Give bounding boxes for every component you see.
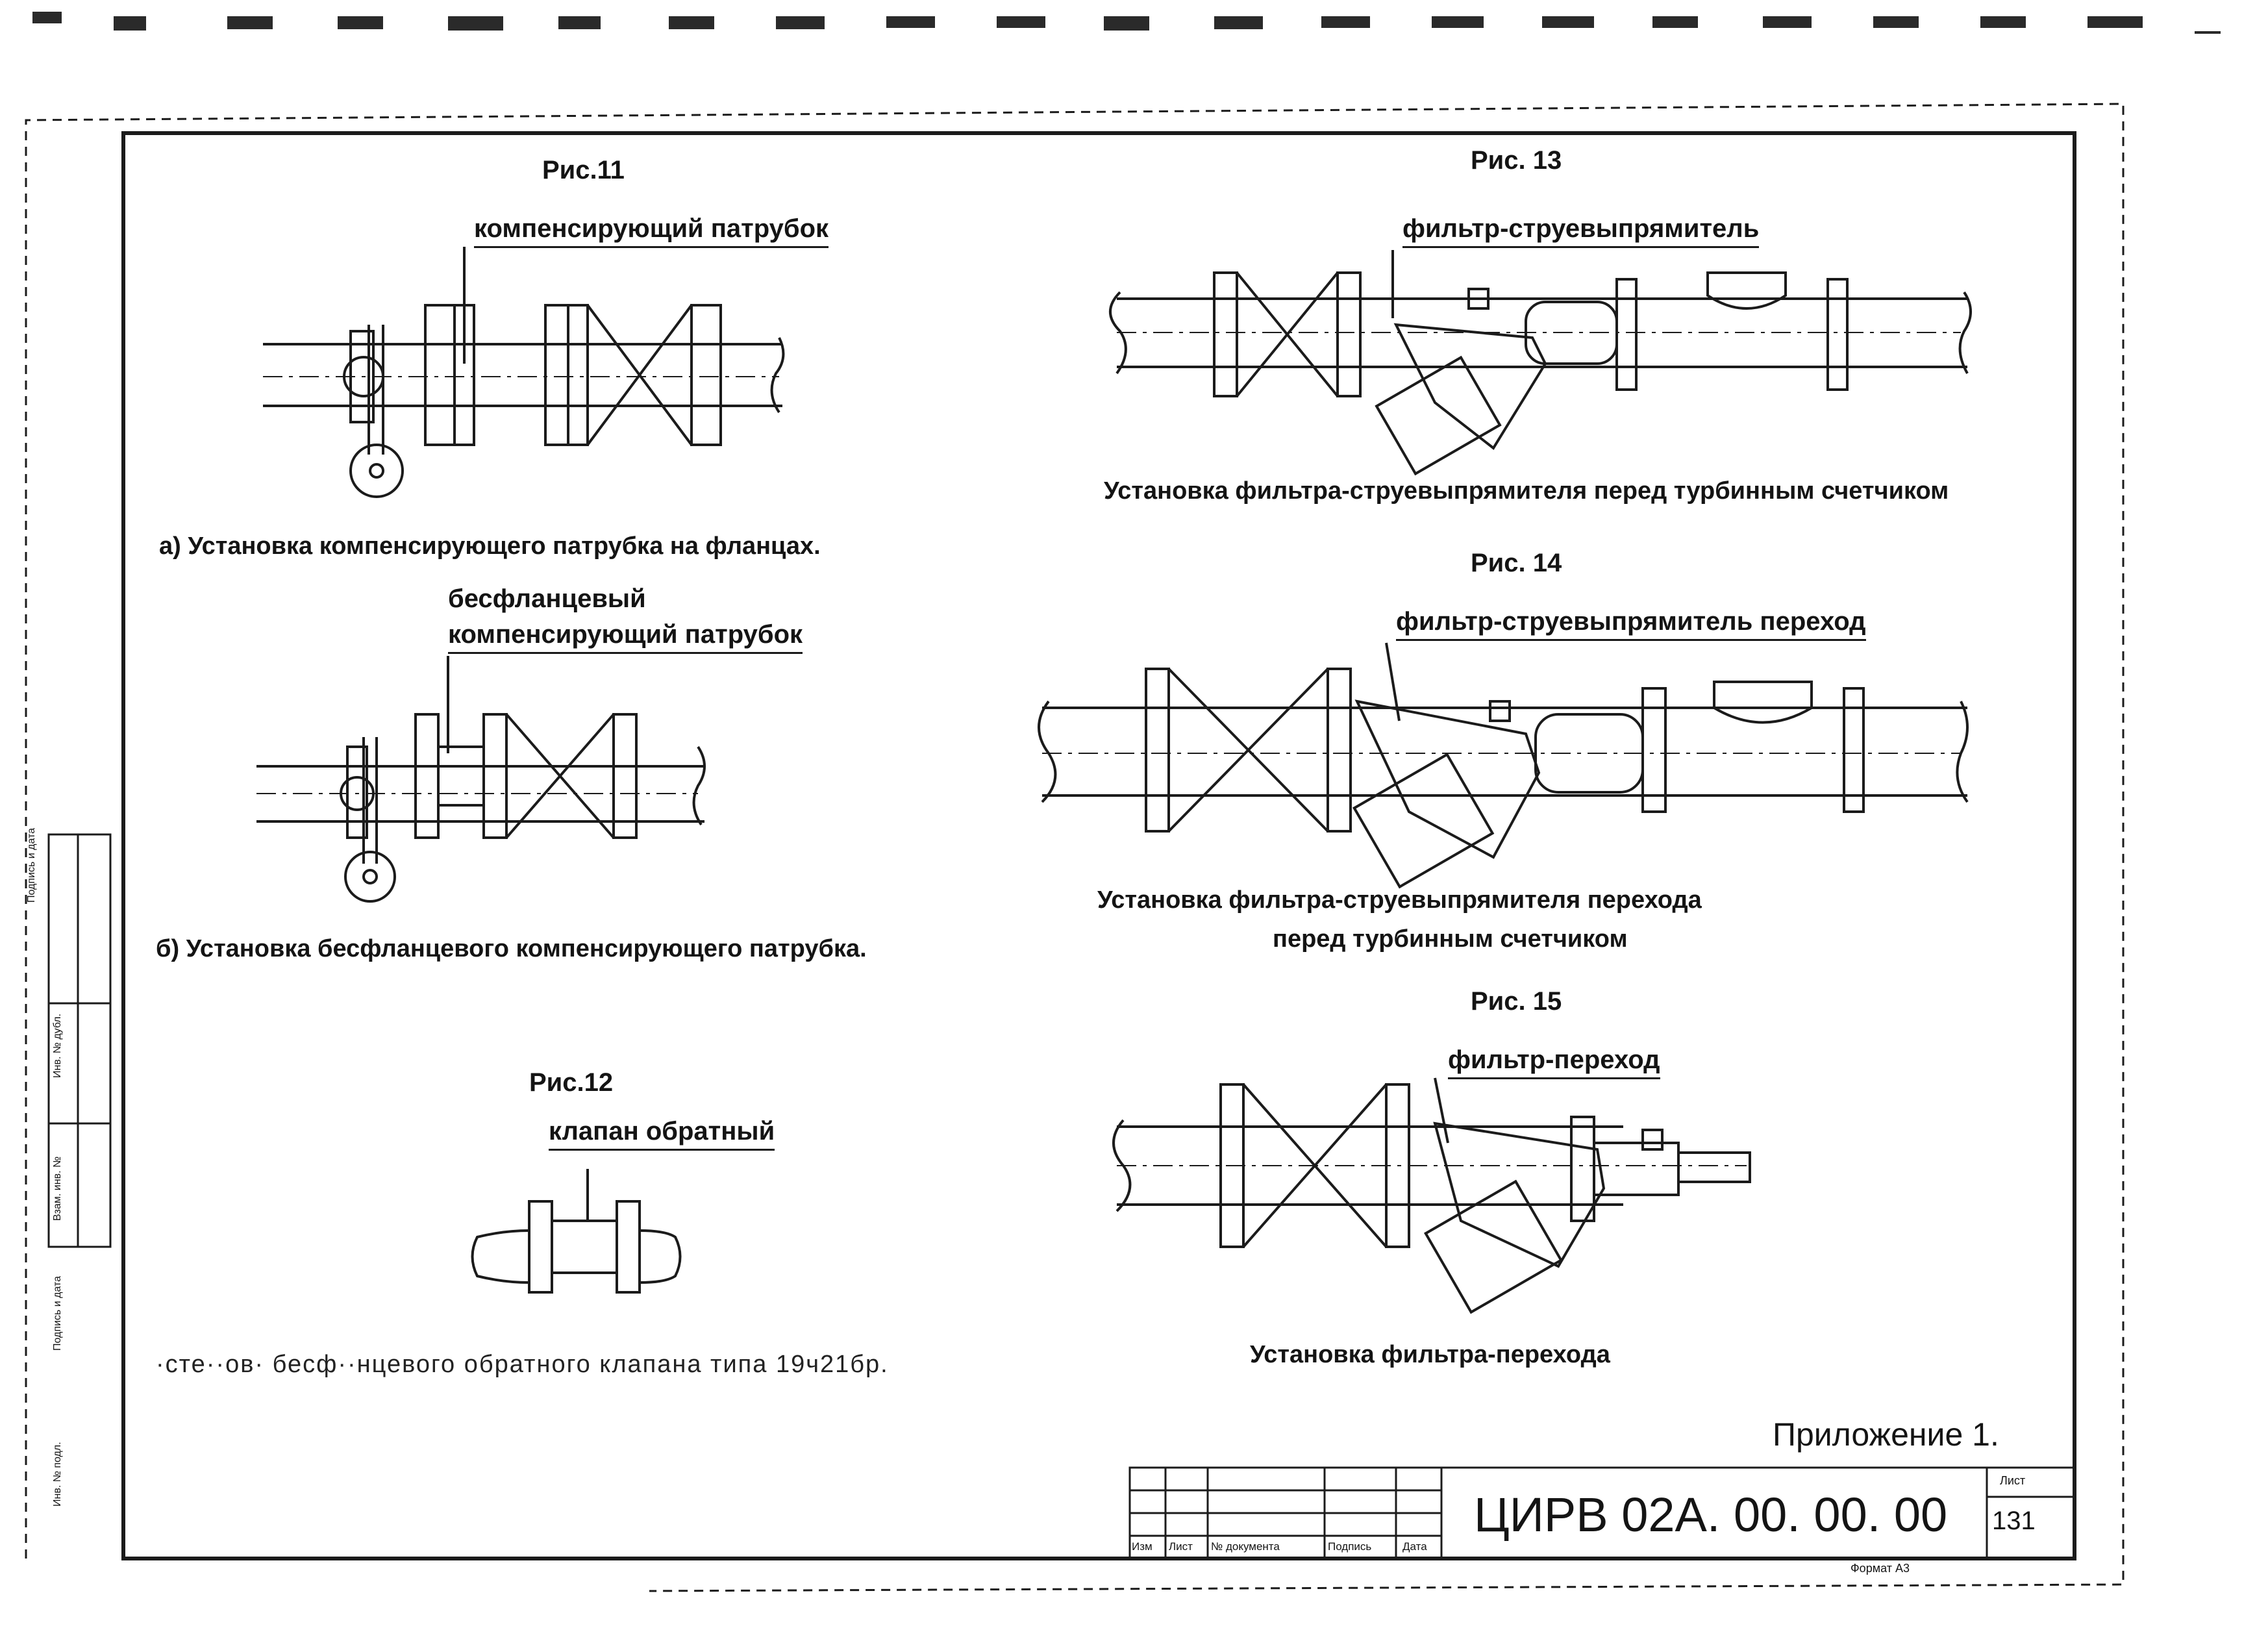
sheet-number: 131 <box>1992 1507 2036 1535</box>
fig14-title: Рис. 14 <box>1471 549 1562 577</box>
fig11b-drawing <box>256 656 704 901</box>
fig13-callout: фильтр-струевыпрямитель <box>1402 214 1759 248</box>
fig15-title: Рис. 15 <box>1471 987 1562 1016</box>
fig14-caption-line1: Установка фильтра-струевыпрямителя перехода <box>1097 886 1702 914</box>
sheet-label: Лист <box>2000 1474 2026 1487</box>
fig15-caption: Установка фильтра-перехода <box>1250 1341 1610 1368</box>
document-code: ЦИРВ 02А. 00. 00. 00 <box>1474 1488 1948 1542</box>
fig12-callout: клапан обратный <box>549 1117 775 1151</box>
side-stamp-label-3: Взам. инв. № <box>52 1156 63 1221</box>
fig11-caption-b: б) Установка бесфланцевого компенсирующего патрубка. <box>156 935 867 962</box>
fig13-title: Рис. 13 <box>1471 146 1562 175</box>
appendix-label: Приложение 1. <box>1773 1416 1999 1453</box>
fig14-drawing <box>1039 643 1967 887</box>
tb-col-document: № документа <box>1211 1540 1280 1553</box>
side-stamp-label-4: Подпись и дата <box>52 1275 63 1351</box>
side-stamp-label-5: Инв. № подл. <box>52 1442 63 1507</box>
tb-col-signature: Подпись <box>1328 1540 1372 1553</box>
tb-col-date: Дата <box>1402 1540 1427 1553</box>
fig11-caption-a: а) Установка компенсирующего патрубка на фланцах. <box>159 532 821 560</box>
side-stamp-label-1: Подпись и дата <box>26 827 37 903</box>
fig15-drawing <box>1114 1078 1750 1312</box>
fig12-title: Рис.12 <box>529 1068 614 1097</box>
tb-col-sheet: Лист <box>1169 1540 1193 1553</box>
fig14-caption-line2: перед турбинным счетчиком <box>1273 925 1628 953</box>
tb-col-change: Изм <box>1132 1540 1153 1553</box>
fig13-drawing <box>1110 250 1971 473</box>
fig11-callout-b-line1: бесфланцевый <box>448 584 646 613</box>
scan-noise-top <box>32 12 2221 34</box>
fig14-callout: фильтр-струевыпрямитель переход <box>1396 607 1866 641</box>
fig11a-drawing <box>263 247 783 497</box>
fig12-caption: ·сте··ов· бесф··нцевого обратного клапана типа 19ч21бр. <box>156 1351 889 1378</box>
fig11-callout-a: компенсирующий патрубок <box>474 214 829 248</box>
fig15-callout: фильтр-переход <box>1448 1046 1660 1079</box>
side-stamp-label-2: Инв. № дубл. <box>52 1013 63 1078</box>
fig11-callout-b-line2: компенсирующий патрубок <box>448 620 803 654</box>
fig13-caption: Установка фильтра-струевыпрямителя перед турбинным счетчиком <box>1104 477 1949 505</box>
fig12-drawing <box>473 1169 680 1292</box>
fig11-title: Рис.11 <box>542 156 625 184</box>
drawing-frame <box>123 133 2075 1559</box>
format-label: Формат А3 <box>1851 1562 1910 1575</box>
